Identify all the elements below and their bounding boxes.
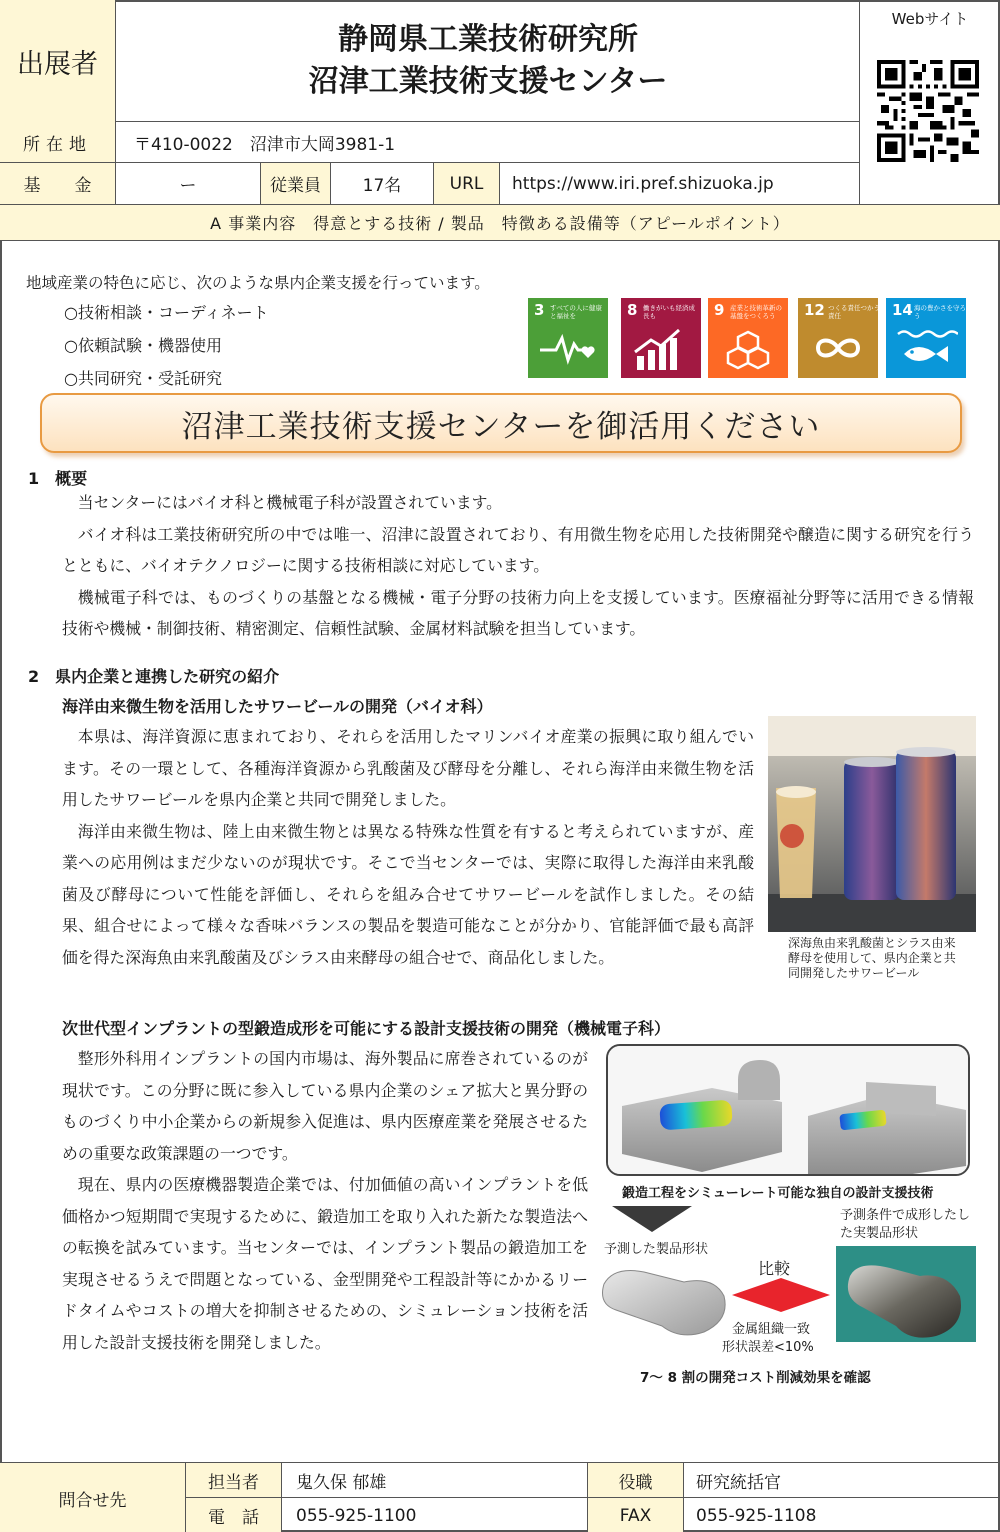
heartbeat-icon: [538, 328, 598, 368]
section-1-p2: バイオ科は工業技術研究所の中では唯一、沼津に設置されており、有用微生物を応用した技術開発や醸造に関する研究を行うとともに、バイオテクノロジーに関する技術相談に対応しています。: [62, 524, 974, 575]
title-value: 研究統括官: [684, 1463, 1000, 1498]
shape-error-result: 形状誤差<10%: [722, 1340, 814, 1355]
cubes-icon: [718, 328, 778, 372]
url-label: URL: [434, 163, 500, 204]
fund-label: 基 金: [0, 163, 116, 204]
fish-icon: [896, 328, 958, 372]
contact-footer: [0, 1462, 1000, 1532]
compare-label: 比較: [758, 1259, 791, 1278]
contact-label: 問合せ先: [0, 1463, 186, 1532]
actual-shape-label: 予測条件で成形したした実製品形状: [840, 1208, 971, 1241]
predicted-shape-image: [598, 1262, 732, 1342]
figure-caption: 鍛造工程をシミューレート可能な独自の設計支援技術: [622, 1186, 934, 1201]
section-1-p3: 機械電子科では、ものづくりの基盤となる機械・電子分野の技術力向上を支援しています。医療福祉分野等に活用できる情報技術や機械・制御技術、精密測定、信頼性試験、金属材料試験を担当しています。: [62, 587, 974, 638]
sdg-number: 9: [714, 301, 725, 319]
subsection-sour-beer-body: [62, 721, 754, 973]
location-value: 〒410-0022 沼津市大岡3981-1: [134, 134, 396, 155]
subsection-implant-body: [62, 1043, 588, 1358]
org-line-1: 静岡県工業技術研究所: [338, 22, 638, 57]
fax-label: FAX: [588, 1498, 684, 1532]
down-arrow-icon: [612, 1206, 692, 1232]
phone-label: 電 話: [186, 1498, 282, 1532]
sdg-3-icon: [528, 298, 608, 378]
sdg-number: 12: [804, 301, 825, 319]
cost-reduction-result: 7～ 8 割の開発コスト削減効果を確認: [640, 1370, 871, 1386]
section-2-heading: 2 県内企業と連携した研究の紹介: [28, 667, 280, 686]
employees-value: 17名: [331, 163, 434, 204]
section-a-heading: A 事業内容 得意とする技術 / 製品 特徴ある設備等（アピールポイント）: [0, 205, 1000, 241]
sdg-number: 3: [534, 301, 545, 319]
sdg-text: 海の豊かさを守ろう: [914, 304, 966, 320]
phone-value[interactable]: 055-925-1100: [282, 1498, 588, 1532]
section-1-body: [62, 487, 974, 645]
sour-beer-photo: [768, 716, 976, 932]
sdg-14-icon: [886, 298, 966, 378]
bullet-research: ○共同研究・受託研究: [64, 369, 222, 388]
fund-value: ー: [116, 163, 261, 204]
location-row: [0, 122, 860, 163]
growth-chart-icon: [631, 328, 691, 372]
employees-label: 従業員: [261, 163, 331, 204]
sdg-9-icon: [708, 298, 788, 378]
exhibitor-label: 出展者: [0, 0, 116, 122]
sour-beer-p2: 海洋由来微生物は、陸上由来微生物とは異なる特殊な性質を有すると考えられていますが、産業への応用例はまだ少ないのが現状です。そこで当センターでは、実際に取得した海洋由来乳酸菌及び酵母について性能を評価し、それらを組み合せてサワービールを試作しました。その結果、組合せによって様々な香味バランスの製品を製造可能なことが分かり、官能評価で最も高評価を得た深海魚由来乳酸菌及びシラス由来酵母の組合せで、商品化しました。: [62, 821, 754, 967]
sdg-text: つくる責任つかう責任: [828, 304, 880, 320]
website-box: [860, 0, 1000, 205]
sdg-text: すべての人に健康と福祉を: [550, 304, 602, 320]
intro-text: 地域産業の特色に応じ、次のような県内企業支援を行っています。: [26, 274, 490, 292]
title-label: 役職: [588, 1463, 684, 1498]
section-1-heading: 1 概要: [28, 469, 88, 488]
header: [0, 0, 860, 122]
bullet-consulting: ○技術相談・コーディネート: [64, 303, 269, 322]
sdg-12-icon: [798, 298, 878, 378]
website-label: Webサイト: [891, 10, 969, 28]
subsection-sour-beer-heading: 海洋由来微生物を活用したサワービールの開発（バイオ科）: [62, 697, 493, 716]
sour-beer-caption: 深海魚由来乳酸菌とシラス由来酵母を使用して、県内企業と共同開発したサワービール: [788, 936, 956, 980]
sdg-text: 働きがいも経済成長も: [643, 304, 695, 320]
implant-p1: 整形外科用インプラントの国内市場は、海外製品に席巻されているのが現状です。この分野に既に参入している県内企業のシェア拡大と異分野のものづくり中小企業からの新規参入促進は、県内医療産業を発展させるための重要な政策課題の一つです。: [62, 1049, 588, 1163]
metal-structure-result: 金属組織一致: [732, 1322, 811, 1337]
sdg-number: 14: [892, 301, 913, 319]
predicted-shape-label: 予測した製品形状: [604, 1242, 709, 1257]
forging-simulation-figure: [606, 1044, 970, 1176]
person-label: 担当者: [186, 1463, 282, 1498]
infinity-icon: [808, 328, 868, 368]
promo-banner: 沼津工業技術支援センターを御活用ください: [40, 393, 962, 453]
url-value[interactable]: https://www.iri.pref.shizuoka.jp: [512, 173, 774, 194]
org-line-2: 沼津工業技術支援センター: [308, 64, 668, 99]
person-value: 鬼久保 郁雄: [282, 1463, 588, 1498]
implant-p2: 現在、県内の医療機器製造企業では、付加価値の高いインプラントを低価格かつ短期間で実現するために、鍛造加工を取り入れた新たな製造法への転換を試みています。当センターでは、インプラント製品の鍛造加工を実現させるうえで問題となっている、金型開発や工程設計等にかかるリードタイムやコストの増大を抑制させるための、シミュレーション技術を活用した設計支援技術を開発しました。: [62, 1175, 588, 1352]
subsection-implant-heading: 次世代型インプラントの型鍛造成形を可能にする設計支援技術の開発（機械電子科）: [62, 1019, 671, 1038]
sdg-number: 8: [627, 301, 638, 319]
fax-value: 055-925-1108: [696, 1505, 817, 1526]
details-row: [0, 163, 860, 205]
qr-code-icon[interactable]: [877, 60, 979, 162]
actual-product-photo: [836, 1246, 976, 1342]
sdg-text: 産業と技術革新の基盤をつくろう: [730, 304, 782, 320]
location-label: 所在地: [0, 122, 116, 162]
sdg-8-icon: [621, 298, 701, 378]
organization-name: [116, 0, 860, 122]
compare-diamond-icon: [732, 1278, 830, 1312]
sour-beer-p1: 本県は、海洋資源に恵まれており、それらを活用したマリンバイオ産業の振興に取り組んでいます。その一環として、各種海洋資源から乳酸菌及び酵母を分離し、それら海洋由来微生物を活用したサワービールを県内企業と共同で開発しました。: [62, 727, 754, 809]
bullet-testing: ○依頼試験・機器使用: [64, 336, 222, 355]
section-1-p1: 当センターにはバイオ科と機械電子科が設置されています。: [77, 493, 502, 512]
